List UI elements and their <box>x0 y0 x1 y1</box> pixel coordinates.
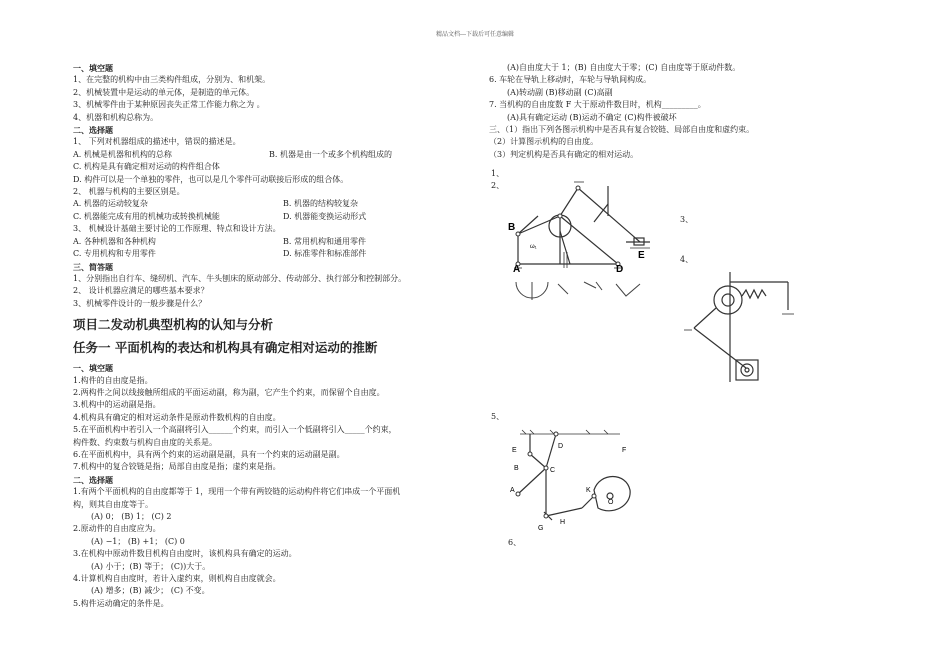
question-line: 3、 机械设计基础主要讨论的工作原理、特点和设计方法。 <box>73 224 281 234</box>
question-line: 7.机构中的复合铰链是指；局部自由度是指；虚约束是指。 <box>73 462 281 472</box>
figure-2-linkage <box>500 176 660 276</box>
option-row <box>73 198 473 210</box>
option: A. 机械是机器和机构的总称 <box>73 149 172 159</box>
question-line: 2.两构件之间以线接触所组成的平面运动副，称为副，它产生个约束，而保留个自由度。 <box>73 387 385 397</box>
option-row <box>73 149 473 161</box>
option: D. 机器能变换运动形式 <box>283 211 367 221</box>
option: (A) 0； (B) 1； (C) 2 <box>91 512 172 521</box>
question-line: 5.在平面机构中若引入一个高副将引入______个约束，而引入一个低副将引入_____个约束， <box>73 425 397 435</box>
section-title: 一、填空题 <box>73 63 113 73</box>
figure-5-mechanism <box>500 420 650 535</box>
question-line: 三、（1）指出下列各图示机构中是否具有复合铰链、局部自由度和虚约束。 <box>489 125 755 135</box>
figure-number-3: 3、 <box>680 215 694 224</box>
page-header: 精品文档---下载后可任意编辑 <box>435 31 515 38</box>
task-title: 任务一 平面机构的表达和机构具有确定相对运动的推断 <box>73 340 378 356</box>
section-title: 一、填空题 <box>73 363 113 374</box>
option: B. 机器是由一个或多个机构组成的 <box>269 149 392 159</box>
option-row <box>73 211 473 223</box>
question-line: 4.机构具有确定的相对运动条件是原动件数机构的自由度。 <box>73 412 281 422</box>
question-line: 1、在完整的机构中由三类构件组成，分别为、和机架。 <box>73 75 271 85</box>
question-line: 构件数、约束数与机构自由度的关系是。 <box>73 437 217 447</box>
label-D: D <box>558 443 564 450</box>
option: A. 各种机器和各种机构 <box>73 236 156 246</box>
question-line: 6.在平面机构中，具有两个约束的运动副是副，具有一个约束的运动副是副。 <box>73 449 345 459</box>
figure-4-mechanism <box>680 270 810 390</box>
label-omega: ω₁ <box>530 244 537 250</box>
option: D. 构件可以是一个单独的零件，也可以是几个零件可动联接后形成的组合体。 <box>73 174 349 184</box>
option: (A) −1； (B) +1； (C) 0 <box>91 536 185 546</box>
question-line: 3.在机构中原动件数目机构自由度时，该机构具有确定的运动。 <box>73 549 297 559</box>
option: C. 机器能完成有用的机械功或转换机械能 <box>73 211 220 221</box>
question-line: 4、机器和机构总称为。 <box>73 112 159 122</box>
option-row <box>73 236 473 248</box>
option-row <box>73 248 473 260</box>
label-F: F <box>622 447 627 454</box>
project-title: 项目二发动机典型机构的认知与分析 <box>73 317 274 333</box>
section-title: 三、简答题 <box>73 261 113 272</box>
question-line: 构，则其自由度等于。 <box>73 499 153 509</box>
label-K: K <box>586 487 591 494</box>
label-C: C <box>550 467 556 474</box>
label-B: B <box>514 465 519 472</box>
option: (A)具有确定运动 (B)运动不确定 (C)构件被破坏 <box>507 112 677 122</box>
option: (A) 小于；(B) 等于； (C))大于。 <box>91 561 211 571</box>
question-line: 3、机械零件由于某种原因丧失正常工作能力称之为 。 <box>73 100 265 110</box>
option: C. 机构是具有确定相对运动的构件组合体 <box>73 162 220 172</box>
question-line: 6. 车轮在导轨上移动时，车轮与导轨间构成。 <box>489 75 652 85</box>
figure-number-1: 1、 <box>491 169 505 178</box>
question-line: 2、 机器与机构的主要区别是。 <box>73 187 185 197</box>
label-H: H <box>560 519 566 526</box>
option: B. 机器的结构较复杂 <box>283 199 358 209</box>
label-O: O <box>608 499 614 506</box>
option: B. 常用机构和通用零件 <box>283 236 366 246</box>
question-line: 1.构件的自由度是指。 <box>73 375 153 385</box>
label-D: D <box>616 264 624 275</box>
option: A. 机器的运动较复杂 <box>73 199 148 209</box>
option: (A)自由度大于 1；(B) 自由度大于零；(C) 自由度等于原动件数。 <box>507 63 741 72</box>
left-column <box>73 62 473 610</box>
label-A: A <box>513 264 521 275</box>
option: D. 标准零件和标准部件 <box>283 249 367 259</box>
question-line: 5.构件运动确定的条件是。 <box>73 598 169 608</box>
question-line: （2）计算图示机构的自由度。 <box>489 137 599 147</box>
question-line: 2、 设计机器应满足的哪些基本要求？ <box>73 286 209 296</box>
figure-number-2: 2、 <box>491 181 505 190</box>
option: (A) 增多；(B) 减少； (C) 不变。 <box>91 586 210 596</box>
question-line: 7. 当机构的自由度数 F 大于原动件数目时，机构_________。 <box>489 100 706 110</box>
figure-partial-sketches <box>512 280 652 304</box>
label-A: A <box>510 487 515 494</box>
figure-number-4: 4、 <box>680 255 694 264</box>
question-line: （3）判定机构是否具有确定的相对运动。 <box>489 149 639 159</box>
right-column <box>489 62 909 161</box>
question-line: 4.计算机构自由度时，若计入虚约束，则机构自由度就会。 <box>73 574 281 584</box>
question-line: 2、机械装置中是运动的单元体，是制造的单元体。 <box>73 87 255 97</box>
label-E: E <box>638 250 645 261</box>
section-title: 二、选择题 <box>73 125 113 136</box>
figure-number-6: 6、 <box>508 538 522 547</box>
label-B: B <box>508 222 516 233</box>
option: C. 专用机构和专用零件 <box>73 249 156 259</box>
question-line: 1.有两个平面机构的自由度都等于 1，现用一个带有两铰链的运动构件将它们串成一个平面机 <box>73 487 401 497</box>
label-G: G <box>538 525 544 532</box>
question-line: 3.机构中的运动副是指。 <box>73 400 161 410</box>
option: (A)转动副 (B)移动副 (C)高副 <box>507 87 613 97</box>
question-line: 2.原动件的自由度应为。 <box>73 524 161 534</box>
section-title: 二、选择题 <box>73 474 113 485</box>
question-line: 1、分别指出自行车、缝纫机、汽车、牛头刨床的原动部分、传动部分、执行部分和控制部分。 <box>73 273 407 283</box>
figure-number-5: 5、 <box>491 412 505 421</box>
question-line: 3、机械零件设计的一般步骤是什么？ <box>73 298 207 308</box>
question-line: 1、 下列对机器组成的描述中，错误的描述是。 <box>73 137 241 147</box>
label-E: E <box>512 447 517 454</box>
